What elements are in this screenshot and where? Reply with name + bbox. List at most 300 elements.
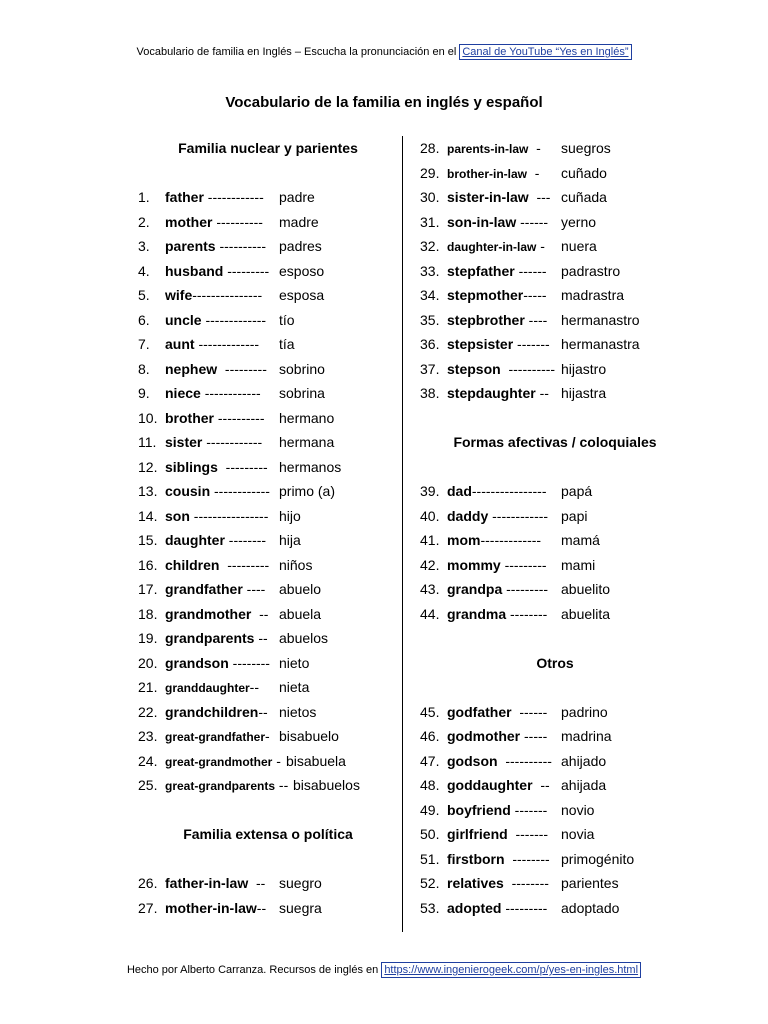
dash-leader: ----------: [212, 213, 263, 230]
dash-leader: -----: [520, 728, 548, 744]
dash-leader: -------------: [194, 336, 260, 352]
dash-leader: ---------: [502, 581, 549, 597]
column-divider: [402, 136, 403, 932]
vocab-row: [138, 675, 398, 700]
item-number: 8.: [138, 360, 150, 377]
item-number: 25.: [138, 777, 158, 793]
item-number: 30.: [420, 189, 440, 205]
english-term: [165, 504, 268, 529]
english-word: daughter-in-law: [447, 240, 537, 254]
item-number: 11.: [138, 434, 157, 450]
item-number: 34.: [420, 287, 440, 303]
english-term: [447, 357, 555, 382]
spanish-translation: tía: [279, 336, 295, 352]
spanish-translation: nieta: [279, 679, 310, 695]
english-word: stepmother: [447, 287, 524, 303]
english-word: children: [165, 556, 220, 573]
spanish-translation: adoptado: [561, 899, 620, 916]
dash-leader: -: [527, 164, 540, 181]
left-column: [138, 136, 398, 920]
dash-leader: ---: [528, 189, 551, 205]
english-word: grandmother: [165, 605, 252, 622]
item-number: 51.: [420, 850, 440, 867]
spanish-translation: nieto: [279, 654, 310, 671]
spanish-translation: papi: [561, 507, 588, 524]
vocab-row: [138, 749, 398, 774]
english-term: [447, 381, 549, 406]
spanish-translation: hermano: [279, 409, 335, 426]
english-word: brother-in-law: [447, 166, 527, 181]
item-number: 48.: [420, 777, 440, 793]
spanish-translation: padres: [279, 238, 322, 254]
vocab-row: [420, 553, 690, 578]
english-term: [447, 283, 547, 308]
vocab-row: [138, 259, 398, 284]
vocab-list-nuclear: [138, 185, 398, 798]
english-word: aunt: [165, 336, 195, 352]
vocab-row: [138, 700, 398, 725]
vocab-row: [138, 234, 398, 259]
dash-leader: -: [528, 140, 541, 156]
english-term: [165, 185, 264, 210]
footer-text: Hecho por Alberto Carranza. Recursos de inglés en: [126, 964, 382, 976]
english-term: [447, 896, 547, 921]
vocab-row: [420, 259, 690, 284]
vocab-row: [138, 651, 398, 676]
dash-leader: ------: [511, 703, 548, 720]
vocab-row: [138, 185, 398, 210]
dash-leader: --: [251, 605, 269, 622]
dash-leader: ------------: [200, 385, 261, 401]
english-word: niece: [165, 385, 201, 401]
spanish-translation: bisabuelo: [279, 728, 339, 744]
item-number: 32.: [420, 238, 440, 254]
spanish-translation: hermanastra: [561, 336, 640, 352]
spanish-translation: esposo: [279, 262, 325, 279]
dash-leader: ----------: [500, 360, 556, 377]
english-word: father-in-law: [165, 875, 249, 891]
english-term: [165, 871, 265, 896]
vocab-row: [138, 553, 398, 578]
spanish-translation: novio: [561, 801, 595, 818]
spanish-translation: nuera: [561, 238, 597, 254]
vocab-row: [138, 283, 398, 308]
dash-leader: -: [265, 728, 270, 744]
item-number: 33.: [420, 262, 440, 279]
spanish-translation: yerno: [561, 213, 597, 230]
dash-leader: -------: [513, 336, 550, 352]
vocab-row: [420, 773, 690, 798]
spanish-translation: hijo: [279, 507, 301, 524]
english-word: parents: [165, 238, 216, 254]
vocab-row: [420, 234, 690, 259]
dash-leader: --: [254, 630, 268, 646]
vocab-row: [420, 577, 690, 602]
english-term: [447, 798, 547, 823]
english-term: [165, 700, 268, 725]
spanish-translation: abuelito: [561, 581, 611, 597]
spanish-translation: primogénito: [561, 850, 635, 867]
english-term: [447, 700, 547, 725]
dash-leader: ---------: [223, 262, 270, 279]
english-term: [447, 136, 541, 162]
vocab-row: [138, 871, 398, 896]
english-term: [447, 234, 545, 260]
item-number: 27.: [138, 899, 158, 916]
vocab-row: [138, 406, 398, 431]
english-term: [447, 308, 547, 333]
dash-leader: ------: [516, 213, 549, 230]
english-word: stepsister: [447, 336, 514, 352]
vocab-row: [420, 357, 690, 382]
english-word: son: [165, 507, 190, 524]
english-word: daddy: [447, 507, 489, 524]
item-number: 2.: [138, 213, 150, 230]
page-header: [0, 44, 768, 60]
english-word: goddaughter: [447, 777, 533, 793]
vocab-row: [420, 749, 690, 774]
vocab-row: [138, 308, 398, 333]
english-word: mommy: [447, 556, 501, 573]
vocab-list-extended: [138, 871, 398, 920]
item-number: 45.: [420, 703, 440, 720]
english-term: [447, 724, 547, 749]
english-term: [165, 602, 268, 627]
vocab-row: [420, 210, 690, 235]
dash-leader: ------------: [210, 483, 270, 499]
vocab-row: [420, 528, 690, 553]
english-word: grandma: [447, 605, 507, 622]
english-word: grandparents: [165, 630, 255, 646]
spanish-translation: parientes: [561, 875, 619, 891]
dash-leader: ----------------: [471, 483, 547, 499]
item-number: 13.: [138, 483, 158, 499]
spanish-translation: suegros: [561, 140, 611, 156]
vocab-row: [138, 504, 398, 529]
spanish-translation: madre: [279, 213, 319, 230]
english-word: cousin: [165, 483, 211, 499]
vocab-row: [420, 896, 690, 921]
english-word: son-in-law: [447, 213, 517, 230]
dash-leader: ----------------: [189, 507, 269, 524]
vocab-row: [420, 161, 690, 186]
spanish-translation: tío: [279, 311, 295, 328]
item-number: 43.: [420, 581, 440, 597]
english-word: boyfriend: [447, 801, 511, 818]
vocab-row: [138, 528, 398, 553]
vocab-row: [138, 210, 398, 235]
dash-leader: -------: [510, 801, 548, 818]
item-number: 20.: [138, 654, 158, 671]
dash-leader: ------------: [203, 189, 264, 205]
english-term: [165, 210, 263, 235]
spanish-translation: suegra: [279, 899, 322, 916]
vocab-row: [420, 332, 690, 357]
item-number: 49.: [420, 801, 440, 818]
dash-leader: ---------: [217, 458, 268, 475]
section-heading-others: Otros: [536, 654, 574, 671]
english-word: granddaughter: [165, 681, 250, 695]
item-number: 12.: [138, 458, 158, 475]
spanish-translation: papá: [561, 483, 593, 499]
english-word: stepfather: [447, 262, 515, 279]
english-term: [447, 259, 547, 284]
dash-leader: ----: [242, 581, 266, 597]
english-word: firstborn: [447, 850, 505, 867]
item-number: 4.: [138, 262, 150, 279]
dash-leader: ------------: [202, 434, 263, 450]
vocab-row: [420, 822, 690, 847]
page-footer: [0, 962, 768, 978]
dash-leader: --: [535, 385, 549, 401]
english-word: husband: [165, 262, 224, 279]
english-term: [165, 675, 259, 701]
english-term: [447, 210, 548, 235]
spanish-translation: sobrina: [279, 385, 325, 401]
english-word: parents-in-law: [447, 142, 529, 156]
item-number: 46.: [420, 728, 440, 744]
english-word: siblings: [165, 458, 218, 475]
vocab-row: [138, 773, 398, 798]
item-number: 31.: [420, 213, 440, 230]
english-term: [447, 577, 548, 602]
english-term: [447, 161, 539, 187]
english-term: [447, 871, 549, 896]
vocab-row: [138, 896, 398, 921]
spanish-translation: bisabuela: [286, 752, 346, 769]
item-number: 39.: [420, 483, 440, 499]
vocab-row: [138, 430, 398, 455]
item-number: 52.: [420, 875, 440, 891]
spanish-translation: ahijada: [561, 777, 607, 793]
header-text: Vocabulario de familia en Inglés – Escucha la pronunciación en el: [136, 46, 460, 58]
spanish-translation: abuelo: [279, 581, 322, 597]
english-word: sister-in-law: [447, 189, 529, 205]
english-term: [165, 626, 268, 651]
spanish-translation: cuñada: [561, 189, 607, 205]
vocab-row: [420, 700, 690, 725]
english-word: stepbrother: [447, 311, 525, 328]
item-number: 26.: [138, 875, 158, 891]
english-word: great-grandfather: [165, 730, 266, 744]
website-link[interactable]: https://www.ingenierogeek.com/p/yes-en-ingles.html: [381, 962, 641, 978]
dash-leader: --: [248, 875, 266, 891]
item-number: 40.: [420, 507, 440, 524]
spanish-translation: mami: [561, 556, 596, 573]
english-term: [165, 308, 266, 333]
english-term: [447, 602, 547, 627]
vocab-list-extended-cont: [420, 136, 690, 406]
dash-leader: --------: [504, 850, 550, 867]
spanish-translation: abuelos: [279, 630, 329, 646]
dash-leader: ---------: [219, 556, 270, 573]
english-word: father: [165, 189, 204, 205]
english-word: adopted: [447, 899, 502, 916]
english-term: [447, 773, 550, 798]
english-word: wife: [165, 287, 193, 303]
item-number: 38.: [420, 385, 440, 401]
spanish-translation: hijastra: [561, 385, 607, 401]
spanish-translation: niños: [279, 556, 313, 573]
item-number: 24.: [138, 752, 158, 769]
dash-leader: --------: [228, 654, 270, 671]
vocab-list-affective: [420, 479, 690, 626]
dash-leader: -------------: [201, 311, 267, 328]
vocab-row: [138, 357, 398, 382]
english-word: grandson: [165, 654, 229, 671]
english-term: [165, 896, 266, 921]
item-number: 18.: [138, 605, 158, 622]
dash-leader: --: [249, 679, 259, 695]
dash-leader: -----: [523, 287, 547, 303]
english-word: mom: [447, 532, 481, 548]
dash-leader: ----------: [497, 752, 552, 769]
item-number: 44.: [420, 605, 440, 622]
item-number: 28.: [420, 140, 440, 156]
section-heading-extended: Familia extensa o política: [183, 826, 353, 842]
english-term: [165, 357, 267, 382]
english-word: sister: [165, 434, 203, 450]
english-word: godfather: [447, 703, 512, 720]
vocab-row: [420, 308, 690, 333]
spanish-translation: ahijado: [561, 752, 607, 769]
vocab-row: [420, 136, 690, 161]
vocab-row: [420, 283, 690, 308]
dash-leader: ----: [524, 311, 548, 328]
right-column: [420, 136, 690, 920]
dash-leader: ---------: [501, 899, 548, 916]
english-term: [165, 577, 265, 602]
dash-leader: ---------: [500, 556, 547, 573]
item-number: 37.: [420, 360, 440, 377]
english-term: [447, 504, 548, 529]
vocab-row: [420, 504, 690, 529]
english-word: daughter: [165, 532, 225, 548]
vocab-row: [420, 479, 690, 504]
spanish-translation: cuñado: [561, 164, 607, 181]
dash-leader: -------: [507, 826, 549, 842]
dash-leader: --: [258, 703, 268, 720]
english-term: [165, 553, 269, 578]
english-term: [165, 773, 288, 799]
vocab-list-others: [420, 700, 690, 921]
vocab-row: [420, 724, 690, 749]
spanish-translation: novia: [561, 826, 595, 842]
english-word: grandpa: [447, 581, 503, 597]
dash-leader: ---------------: [192, 287, 263, 303]
section-heading-affective: Formas afectivas / coloquiales: [453, 434, 657, 450]
dash-leader: --------: [503, 875, 549, 891]
youtube-channel-link[interactable]: Canal de YouTube “Yes en Inglés”: [459, 44, 631, 60]
dash-leader: -: [272, 752, 281, 769]
english-word: great-grandparents: [165, 779, 276, 793]
vocab-row: [420, 185, 690, 210]
item-number: 10.: [138, 409, 158, 426]
item-number: 29.: [420, 164, 440, 181]
dash-leader: ----------: [214, 409, 265, 426]
item-number: 5.: [138, 287, 150, 303]
vocab-row: [138, 724, 398, 749]
english-word: mother-in-law: [165, 899, 257, 916]
spanish-translation: padrino: [561, 703, 608, 720]
item-number: 42.: [420, 556, 440, 573]
english-term: [165, 283, 262, 308]
english-word: brother: [165, 409, 214, 426]
spanish-translation: padre: [279, 189, 315, 205]
item-number: 22.: [138, 703, 158, 720]
english-term: [165, 528, 266, 553]
dash-leader: --: [256, 899, 267, 916]
dash-leader: --------: [506, 605, 548, 622]
english-word: godmother: [447, 728, 521, 744]
spanish-translation: abuela: [279, 605, 322, 622]
dash-leader: --: [275, 777, 289, 793]
english-word: stepson: [447, 360, 501, 377]
vocab-row: [138, 626, 398, 651]
document-title: Vocabulario de la familia en inglés y español: [225, 94, 543, 111]
spanish-translation: hija: [279, 532, 301, 548]
english-term: [447, 332, 550, 357]
spanish-translation: primo (a): [279, 483, 336, 499]
english-word: grandfather: [165, 581, 243, 597]
english-term: [165, 479, 270, 504]
section-heading-nuclear: Familia nuclear y parientes: [178, 140, 358, 156]
vocab-row: [420, 381, 690, 406]
item-number: 14.: [138, 507, 158, 524]
english-word: stepdaughter: [447, 385, 536, 401]
english-term: [165, 259, 269, 284]
english-term: [165, 406, 265, 431]
english-word: girlfriend: [447, 826, 508, 842]
dash-leader: ----------: [215, 238, 267, 254]
item-number: 1.: [138, 189, 150, 205]
item-number: 17.: [138, 581, 158, 597]
item-number: 53.: [420, 899, 440, 916]
item-number: 15.: [138, 532, 158, 548]
item-number: 7.: [138, 336, 150, 352]
item-number: 19.: [138, 630, 158, 646]
dash-leader: -: [536, 238, 545, 254]
spanish-translation: mamá: [561, 532, 600, 548]
dash-leader: ------: [514, 262, 547, 279]
spanish-translation: hijastro: [561, 360, 607, 377]
item-number: 16.: [138, 556, 158, 573]
vocab-row: [138, 479, 398, 504]
english-word: great-grandmother: [165, 754, 273, 769]
dash-leader: --: [532, 777, 550, 793]
vocab-row: [420, 871, 690, 896]
spanish-translation: sobrino: [279, 360, 325, 377]
vocab-row: [138, 602, 398, 627]
english-word: uncle: [165, 311, 202, 328]
vocab-row: [138, 455, 398, 480]
english-term: [165, 332, 259, 357]
spanish-translation: hermanastro: [561, 311, 640, 328]
item-number: 50.: [420, 826, 440, 842]
dash-leader: ------------: [488, 507, 549, 524]
english-term: [165, 749, 281, 775]
spanish-translation: hermanos: [279, 458, 342, 475]
vocab-row: [138, 332, 398, 357]
english-term: [165, 724, 270, 750]
item-number: 9.: [138, 385, 150, 401]
english-term: [447, 479, 546, 504]
vocab-row: [420, 602, 690, 627]
english-word: dad: [447, 483, 472, 499]
vocab-row: [420, 798, 690, 823]
vocab-row: [138, 381, 398, 406]
spanish-translation: suegro: [279, 875, 322, 891]
